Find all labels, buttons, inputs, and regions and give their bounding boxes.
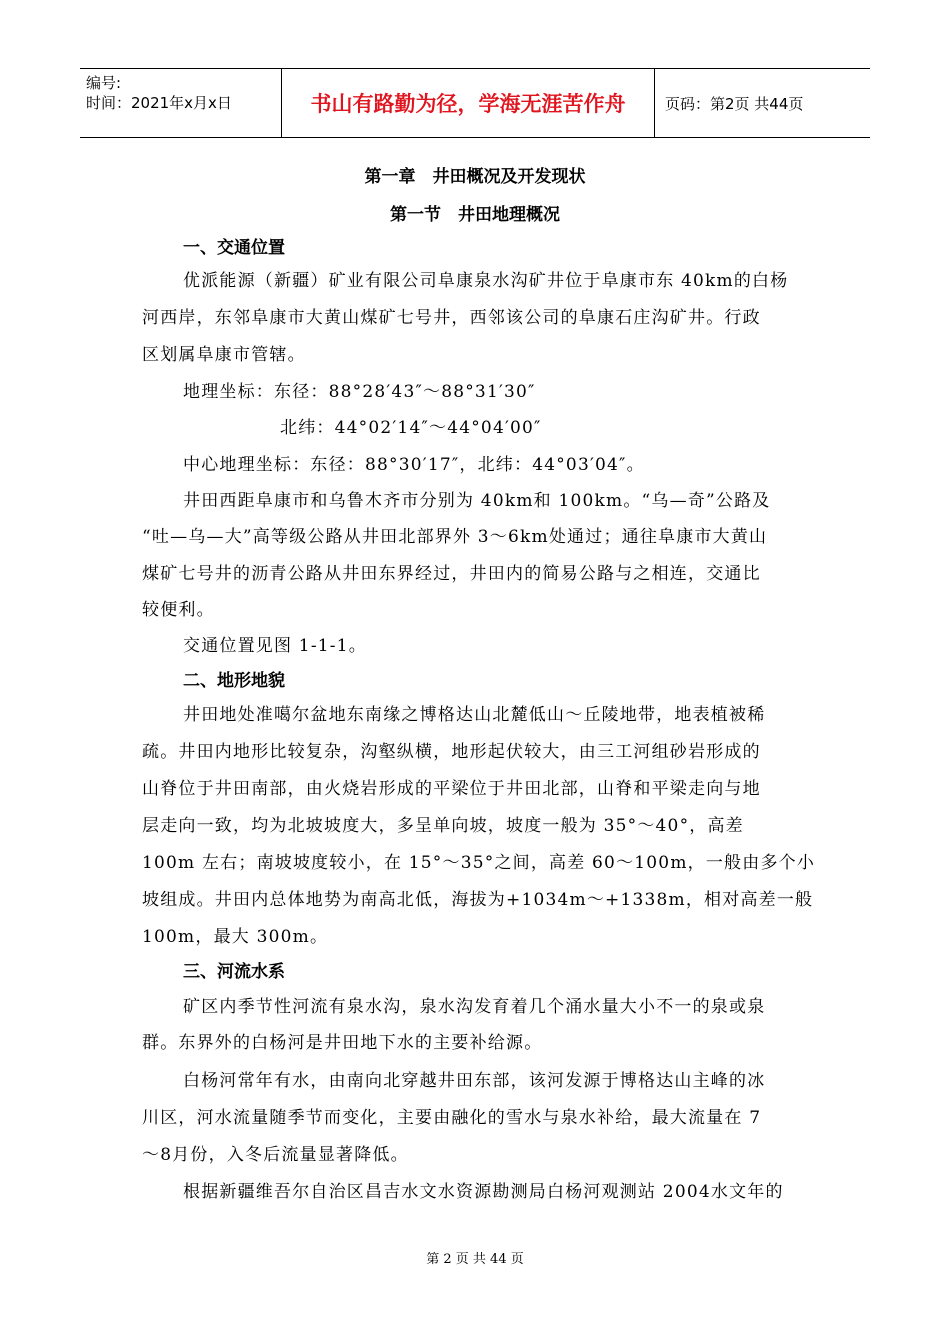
header-motto: 书山有路勤为径，学海无涯苦作舟 [282,69,655,137]
paragraph-line: 群。东界外的白杨河是井田地下水的主要补给源。 [142,1033,543,1053]
paragraph-line: 川区，河水流量随季节而变化，主要由融化的雪水与泉水补给，最大流量在 7 [142,1108,762,1128]
paragraph-line: 坡组成。井田内总体地势为南高北低，海拔为+1034m～+1338m，相对高差一般 [142,890,814,910]
paragraph-line: 矿区内季节性河流有泉水沟，泉水沟发育着几个涌水量大小不一的泉或泉 [183,997,766,1017]
page-footer: 第 2 页 共 44 页 [426,1252,524,1267]
chapter-title: 第一章 井田概况及开发现状 [364,167,586,187]
paragraph-line: 煤矿七号井的沥青公路从井田东界经过，井田内的简易公路与之相连，交通比 [142,564,761,584]
paragraph-line: 100m 左右；南坡坡度较小，在 15°～35°之间，高差 60～100m，一般由多个小 [142,853,816,873]
paragraph-line: 疏。井田内地形比较复杂，沟壑纵横，地形起伏较大，由三工河组砂岩形成的 [142,742,761,762]
code-label: 编号: [86,74,122,92]
paragraph-line: 交通位置见图 1-1-1。 [183,636,367,656]
coordinate-line: 北纬：44°02′14″～44°04′00″ [280,418,542,438]
heading-terrain: 二、地形地貌 [183,671,285,691]
paragraph-line: 层走向一致，均为北坡坡度大，多呈单向坡，坡度一般为 35°～40°，高差 [142,816,744,836]
coordinate-line: 中心地理坐标：东径：88°30′17″，北纬：44°03′04″。 [183,455,645,475]
paragraph-line: 河西岸，东邻阜康市大黄山煤矿七号井，西邻该公司的阜康石庄沟矿井。行政 [142,308,761,328]
paragraph-line: 白杨河常年有水，由南向北穿越井田东部，该河发源于博格达山主峰的冰 [183,1071,766,1091]
section-title: 第一节 井田地理概况 [390,205,560,225]
paragraph-line: 100m，最大 300m。 [142,927,329,947]
paragraph-line: 井田地处准噶尔盆地东南缘之博格达山北麓低山～丘陵地带，地表植被稀 [183,705,766,725]
paragraph-line: 山脊位于井田南部，由火烧岩形成的平梁位于井田北部，山脊和平梁走向与地 [142,779,761,799]
paragraph-line: “吐—乌—大”高等级公路从井田北部界外 3～6km处通过；通往阜康市大黄山 [142,527,768,547]
header-meta [80,69,282,137]
paragraph-line: 区划属阜康市管辖。 [142,345,306,365]
paragraph-line: 优派能源（新疆）矿业有限公司阜康泉水沟矿井位于阜康市东 40km的白杨 [183,271,789,291]
header-page-info: 页码：第2页 共44页 [665,94,804,113]
heading-rivers: 三、河流水系 [183,962,285,982]
paragraph-line: 较便利。 [142,600,215,620]
page-header [80,68,870,138]
coordinate-line: 地理坐标：东径：88°28′43″～88°31′30″ [183,382,536,402]
heading-traffic: 一、交通位置 [183,238,285,258]
paragraph-line: 井田西距阜康市和乌鲁木齐市分别为 40km和 100km。“乌—奇”公路及 [183,491,771,511]
time-label: 时间：2021年x月x日 [86,94,232,112]
paragraph-line: ～8月份，入冬后流量显著降低。 [142,1145,409,1165]
paragraph-line: 根据新疆维吾尔自治区昌吉水文水资源勘测局白杨河观测站 2004水文年的 [183,1182,784,1202]
